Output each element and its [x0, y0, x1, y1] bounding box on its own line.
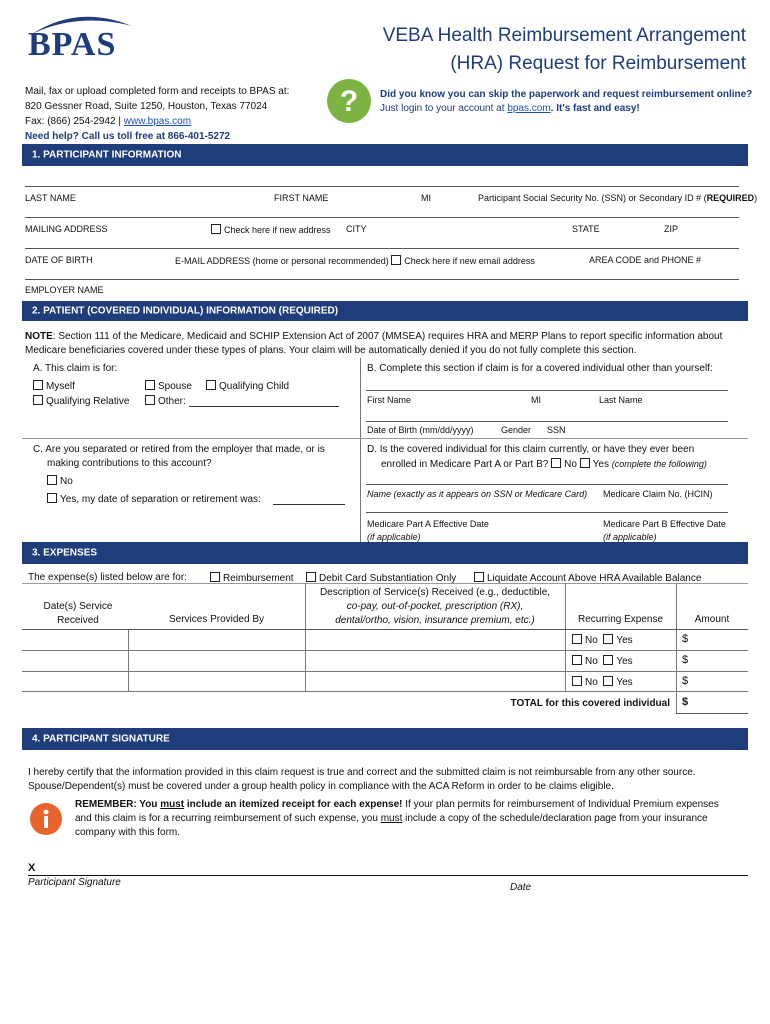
online-line2-pre: Just login to your account at	[380, 103, 505, 114]
medicare-yes-checkbox[interactable]	[580, 458, 590, 468]
total-dollar: $	[682, 696, 689, 708]
liquidate-checkbox[interactable]: Liquidate Account Above HRA Available Balance	[474, 572, 701, 584]
recurring-no-checkbox[interactable]	[572, 634, 582, 644]
recurring-yes-checkbox[interactable]	[603, 676, 613, 686]
table-row: No Yes	[572, 655, 633, 667]
label-first-name: FIRST NAME	[274, 193, 329, 203]
table-row: No Yes	[572, 676, 633, 688]
label-date: Date	[510, 882, 532, 893]
separated-no-checkbox[interactable]: No	[47, 475, 73, 487]
bpas-logo	[28, 8, 138, 68]
label-part-b: Medicare Part B Effective Date (if applicable)	[603, 519, 726, 542]
recurring-no-checkbox[interactable]	[572, 676, 582, 686]
recurring-yes-checkbox[interactable]	[603, 634, 613, 644]
bpas-login-link[interactable]: bpas.com	[507, 103, 551, 114]
total-label: TOTAL for this covered individual	[510, 698, 670, 709]
label-part-a: Medicare Part A Effective Date (if applicable)	[367, 519, 489, 542]
label-last-name: LAST NAME	[25, 193, 76, 203]
label-b-mi: MI	[531, 395, 541, 405]
signature-x: X	[28, 862, 36, 874]
label-expenses-for: The expense(s) listed below are for:	[28, 572, 187, 583]
spouse-checkbox[interactable]: Spouse	[145, 380, 192, 392]
medicare-question: D. Is the covered individual for this claim currently, or have they ever been enrolled in Medicare Part A or Part B? No Yes (complete the following)	[367, 444, 707, 470]
col-recurring: Recurring Expense	[577, 614, 664, 625]
website-link[interactable]: www.bpas.com	[123, 116, 192, 127]
label-participant-signature: Participant Signature	[28, 877, 121, 888]
new-email-checkbox[interactable]	[391, 255, 401, 265]
label-phone: AREA CODE and PHONE #	[589, 255, 702, 265]
label-b-gender: Gender	[501, 425, 532, 435]
separated-question: C. Are you separated or retired from the employer that made, or is making contributions to this account?	[33, 444, 325, 469]
label-dob: DATE OF BIRTH	[25, 255, 93, 265]
online-line2-post: . It's fast and easy!	[550, 103, 640, 114]
label-b-first-name: First Name	[367, 395, 412, 405]
label-mailing-address: MAILING ADDRESS	[25, 224, 108, 234]
online-line1: Did you know you can skip the paperwork and request reimbursement online?	[380, 89, 753, 100]
fax-number: Fax: (866) 254-2942 |	[25, 116, 121, 127]
label-email: E-MAIL ADDRESS (home or personal recommended) Check here if new email address	[175, 256, 535, 266]
signature-line[interactable]	[28, 875, 748, 876]
section1-title: 1. PARTICIPANT INFORMATION	[32, 149, 182, 161]
section2-header	[22, 301, 748, 321]
label-b-last-name: Last Name	[599, 395, 643, 405]
section1-header	[22, 144, 748, 166]
debit-card-checkbox[interactable]: Debit Card Substantiation Only	[306, 572, 456, 584]
label-b-ssn: SSN	[547, 425, 566, 435]
remember-text: REMEMBER: You must include an itemized receipt for each expense! If your plan permits for reimbursement of Individual Premium expenses and this claim is for a recurring reimbursement of such expense, you must include a copy of the schedule/declaration page from your insurance company with this form.	[75, 799, 719, 838]
label-mi: MI	[421, 193, 431, 203]
col-dates: Date(s) Service Received	[43, 601, 113, 626]
page-title	[383, 22, 746, 78]
separated-yes-checkbox[interactable]: Yes, my date of separation or retirement was:	[47, 493, 261, 505]
label-ssn: Participant Social Security No. (SSN) or Secondary ID # (REQUIRED)	[478, 193, 758, 203]
new-address-checkbox[interactable]: Check here if new address	[211, 224, 331, 235]
reimbursement-checkbox[interactable]: Reimbursement	[210, 572, 294, 584]
label-b-dob: Date of Birth (mm/dd/yyyy)	[367, 425, 474, 435]
svg-text:?: ?	[339, 85, 359, 118]
col-description: Description of Service(s) Received (e.g., deductible, co-pay, out-of-pocket, prescription (RX), dental/ortho, vision, insurance premium, etc.)	[319, 587, 551, 626]
label-claim-for: A. This claim is for:	[33, 363, 118, 374]
info-icon	[29, 802, 63, 836]
title-line1: VEBA Health Reimbursement Arrangement	[382, 25, 746, 46]
child-checkbox[interactable]: Qualifying Child	[206, 380, 289, 392]
other-input[interactable]	[189, 406, 339, 407]
label-city: CITY	[346, 224, 367, 234]
recurring-no-checkbox[interactable]	[572, 655, 582, 665]
relative-checkbox[interactable]: Qualifying Relative	[33, 395, 129, 407]
section3-header	[22, 542, 748, 564]
label-other-individual: B. Complete this section if claim is for a covered individual other than yourself:	[367, 363, 713, 374]
table-row: No Yes	[572, 634, 633, 646]
label-employer: EMPLOYER NAME	[25, 285, 104, 295]
certify-text: I hereby certify that the information provided in this claim request is true and correct and the submitted claim is not reimbursable from any other source. Spouse/Dependent(s) must be covered under a group health policy in compliance with the ACA Reform in order to be claims eligible.	[28, 767, 696, 792]
mail-line2: 820 Gessner Road, Suite 1250, Houston, Texas 77024	[25, 101, 268, 112]
help-phone: Need help? Call us toll free at 866-401-5272	[25, 131, 231, 142]
amount-dollar: $	[682, 675, 689, 687]
logo-text: BPAS	[28, 26, 117, 63]
question-icon	[326, 78, 372, 124]
section4-title: 4. PARTICIPANT SIGNATURE	[32, 733, 170, 745]
label-zip: ZIP	[664, 224, 679, 234]
online-notice	[380, 88, 752, 116]
col-provider: Services Provided By	[168, 614, 265, 625]
mail-info	[25, 84, 289, 144]
col-amount: Amount	[694, 614, 730, 625]
separation-date-input[interactable]	[273, 504, 345, 505]
myself-checkbox[interactable]: Myself	[33, 380, 75, 392]
section2-title: 2. PATIENT (COVERED INDIVIDUAL) INFORMATION (REQUIRED)	[32, 305, 339, 317]
other-checkbox[interactable]: Other:	[145, 395, 186, 407]
section3-title: 3. EXPENSES	[32, 547, 98, 559]
medicare-no-checkbox[interactable]	[551, 458, 561, 468]
label-state: STATE	[572, 224, 600, 234]
recurring-yes-checkbox[interactable]	[603, 655, 613, 665]
amount-dollar: $	[682, 633, 689, 645]
mail-line1: Mail, fax or upload completed form and receipts to BPAS at:	[25, 86, 290, 97]
section4-header	[22, 728, 748, 750]
title-line2: (HRA) Request for Reimbursement	[450, 53, 746, 74]
mmsea-note: NOTE: Section 111 of the Medicare, Medicaid and SCHIP Extension Act of 2007 (MMSEA) requires HRA and MERP Plans to report specific information about Medicare beneficiaries covered under these types of plans. Your claim will be automatically denied if you do not fully complete this section.	[25, 331, 723, 356]
label-medicare-name: Name (exactly as it appears on SSN or Medicare Card)	[367, 489, 588, 499]
label-medicare-claim: Medicare Claim No. (HCIN)	[603, 489, 713, 499]
amount-dollar: $	[682, 654, 689, 666]
